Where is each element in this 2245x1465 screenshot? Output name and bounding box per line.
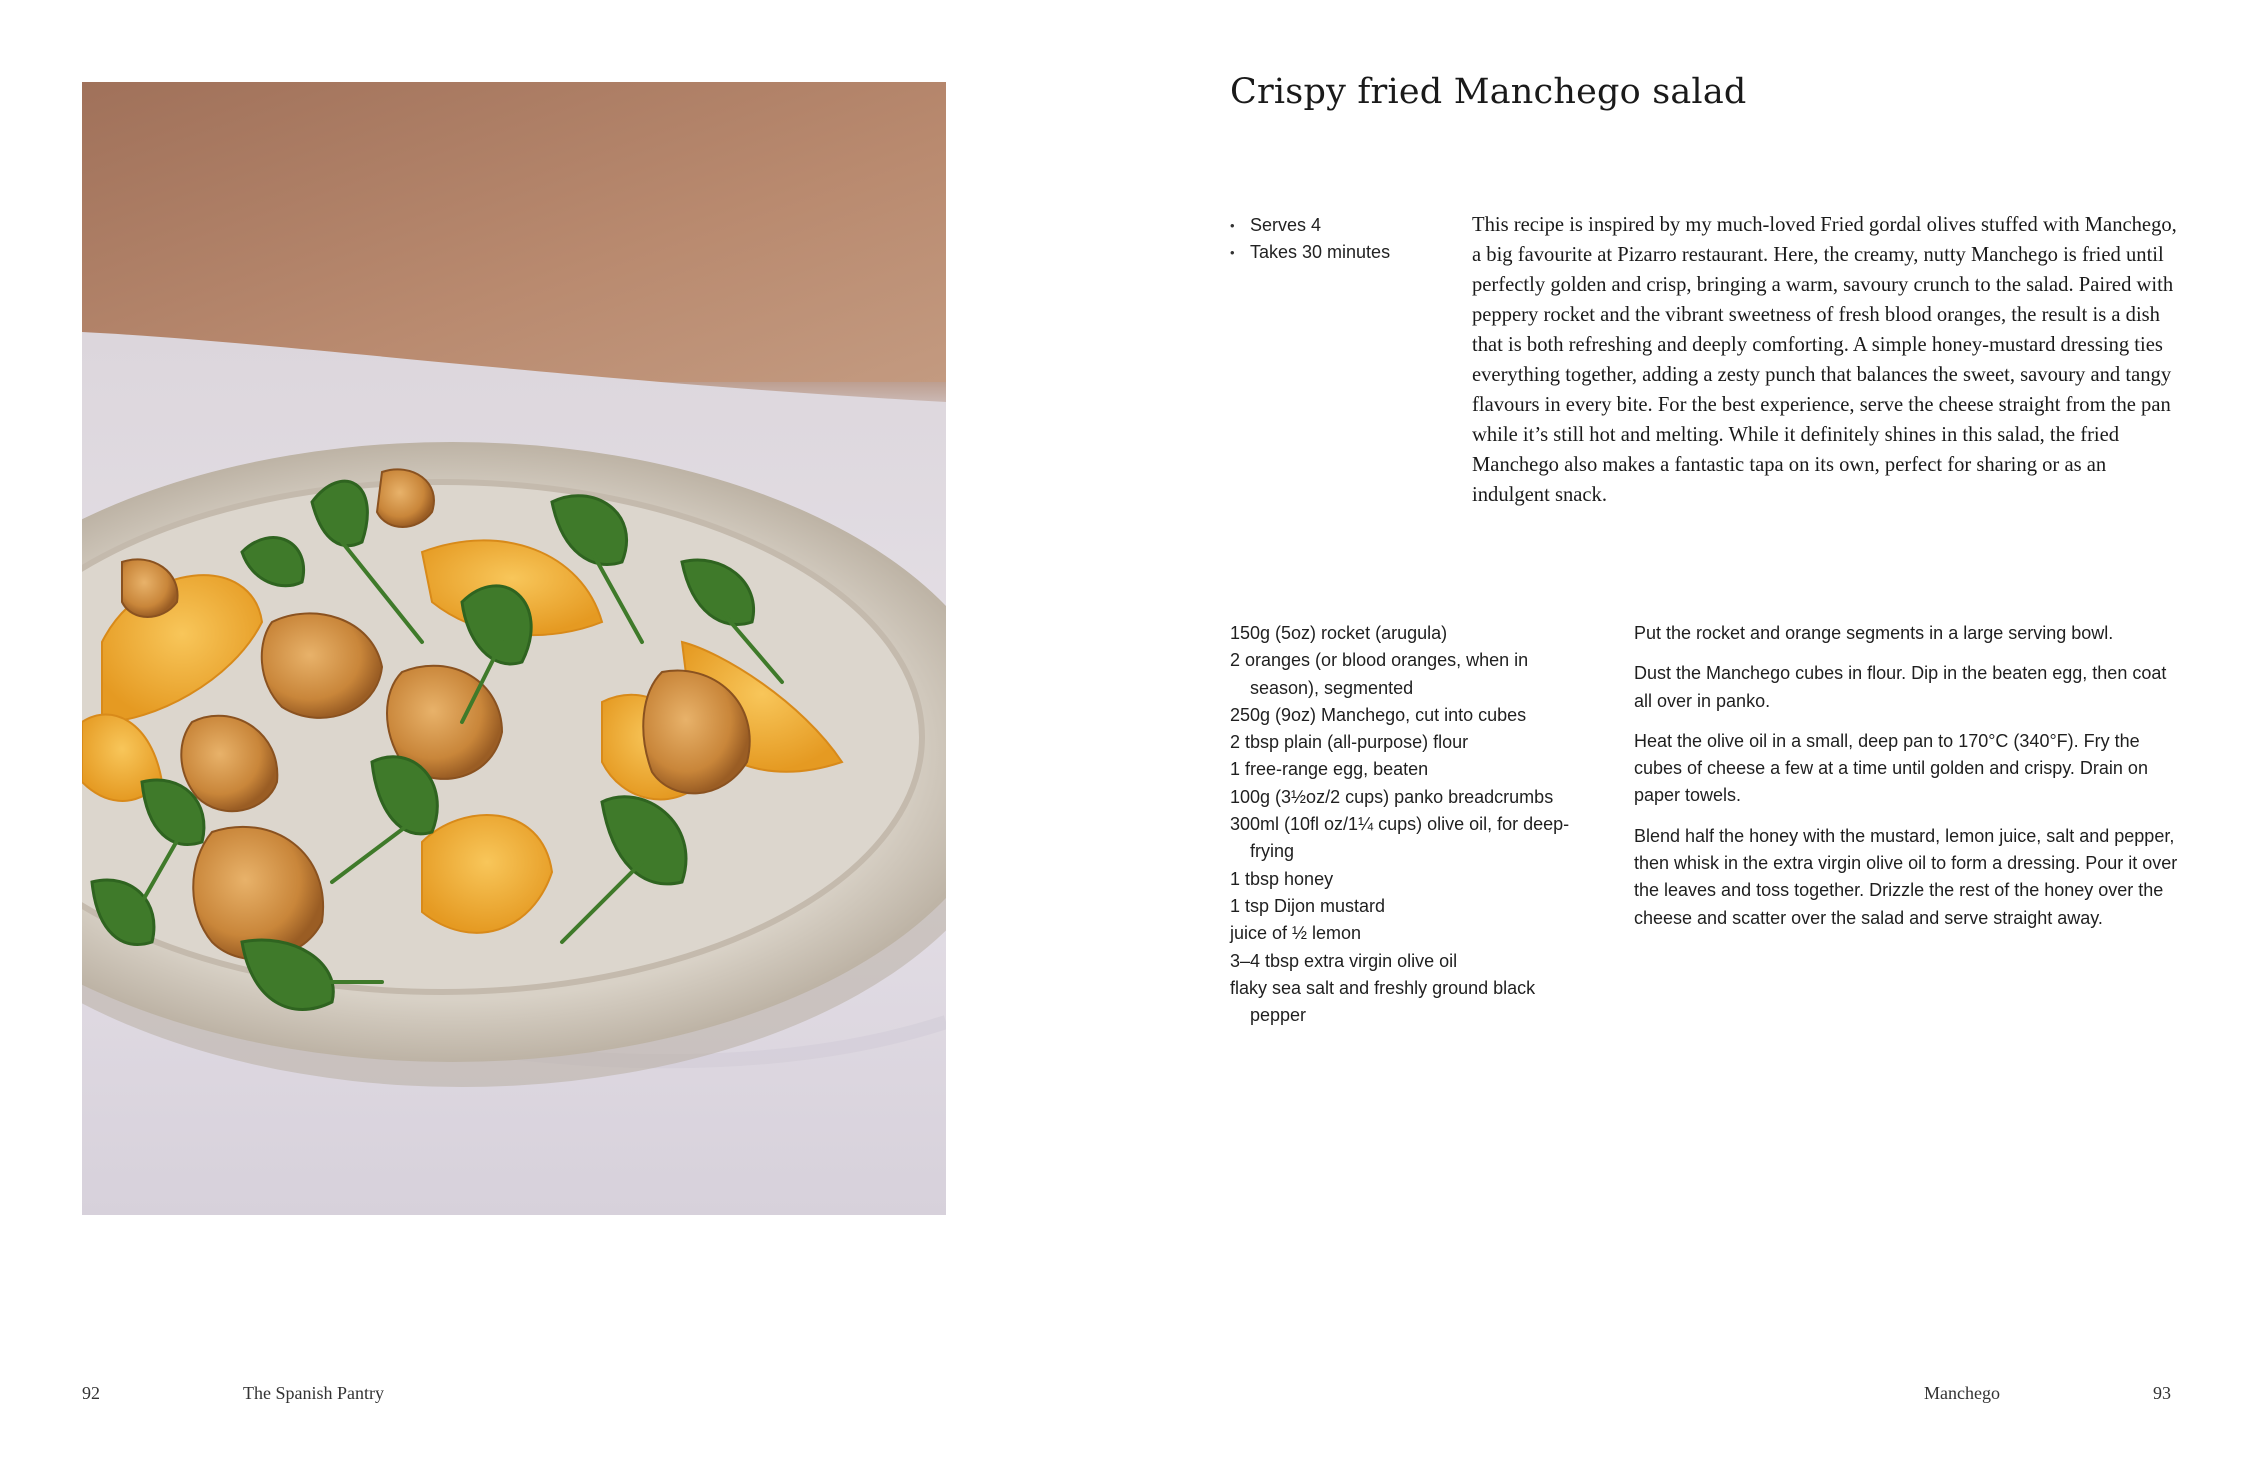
- ingredient-item: 1 tsp Dijon mustard: [1230, 895, 1386, 916]
- ingredient-item: 2 tbsp plain (all-purpose) flour: [1230, 732, 1469, 753]
- ingredient-item: 150g (5oz) rocket (arugula): [1230, 623, 1448, 643]
- method-step: Dust the Manchego cubes in flour. Dip in the beaten egg, then coat all over in panko.: [1634, 663, 2167, 711]
- book-title: The Spanish Pantry: [243, 1383, 384, 1403]
- ingredient-item: 1 free-range egg, beaten: [1230, 759, 1429, 780]
- recipe-title: Crispy fried Manchego salad: [1230, 72, 1747, 112]
- method-steps: [1634, 620, 2179, 945]
- ingredient-item: 1 tbsp honey: [1230, 868, 1334, 889]
- serves-info: • Serves 4: [1230, 212, 1480, 239]
- recipe-intro: This recipe is inspired by my much-loved Fried gordal olives stuffed with Manchego, a big favourite at Pizarro restaurant. Here, the creamy, nutty Manchego is fried until perfectly golden and crisp, bringing a warm, savoury crunch to the salad. Paired with peppery rocket and the vibrant sweetness of fresh blood oranges, the result is a dish that is both refreshing and deeply comforting. A simple honey-mustard dressing ties everything together, adding a zesty punch that balances the sweet, savoury and tangy flavours in every bite. For the best experience, serve the cheese straight from the pan while it’s still hot and melting. While it definitely shines in this salad, the fried Manchego also makes a fantastic tapa on its own, perfect for sharing or as an indulgent snack.: [1472, 214, 2177, 506]
- ingredient-item: 300ml (10fl oz/1¼ cups) olive oil, for deep-frying: [1230, 814, 1570, 862]
- ingredients-list: [1230, 620, 1570, 1029]
- salad-photo: [82, 82, 946, 1215]
- recipe-meta: [1230, 212, 1480, 266]
- salad-illustration: [82, 82, 946, 1215]
- method-step: Heat the olive oil in a small, deep pan to 170°C (340°F). Fry the cubes of cheese a few at a time until golden and crispy. Drain on paper towels.: [1634, 730, 2148, 806]
- ingredient-item: 3–4 tbsp extra virgin olive oil: [1230, 950, 1458, 971]
- ingredient-item: 100g (3½oz/2 cups) panko breadcrumbs: [1230, 786, 1554, 807]
- method-step: Blend half the honey with the mustard, lemon juice, salt and pepper, then whisk in the extra virgin olive oil to form a dressing. Pour it over the leaves and toss together. Drizzle the rest of the honey over the cheese and scatter over the salad and serve straight away.: [1634, 825, 2178, 928]
- time-info: • Takes 30 minutes: [1230, 239, 1480, 266]
- ingredient-item: flaky sea salt and freshly ground black pepper: [1230, 977, 1536, 1026]
- ingredient-item: juice of ½ lemon: [1230, 923, 1362, 944]
- ingredient-item: 2 oranges (or blood oranges, when in season), segmented: [1230, 650, 1529, 698]
- left-page-number: 92: [82, 1383, 100, 1403]
- method-step: Put the rocket and orange segments in a large serving bowl.: [1634, 623, 2114, 643]
- chapter-title: Manchego: [1924, 1383, 2000, 1403]
- right-page-number: 93: [2153, 1383, 2171, 1403]
- ingredient-item: 250g (9oz) Manchego, cut into cubes: [1230, 704, 1527, 725]
